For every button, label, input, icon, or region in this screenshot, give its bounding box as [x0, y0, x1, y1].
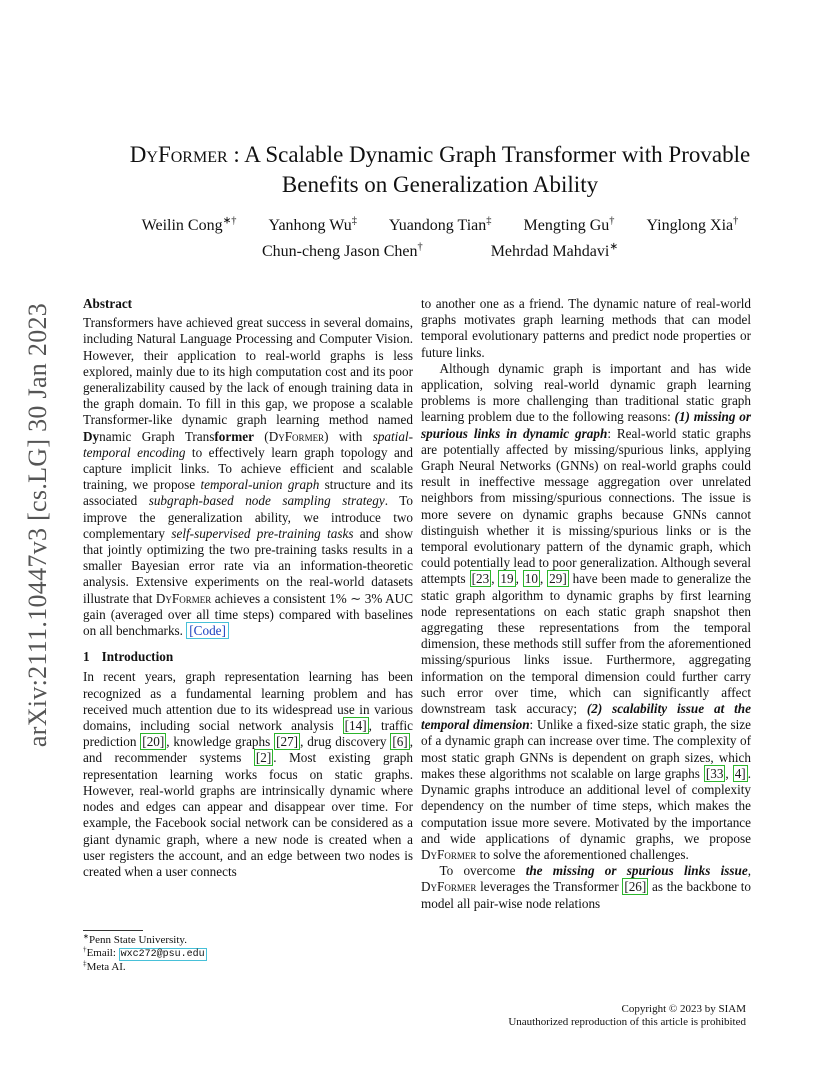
- title-line1: : A Scalable Dynamic Graph Transformer with Provable: [227, 142, 751, 167]
- author: Chun-cheng Jason Chen†: [261, 241, 423, 260]
- citation-link[interactable]: 19: [500, 571, 514, 587]
- citation-link[interactable]: [6]: [392, 734, 408, 750]
- citation-link[interactable]: 29]: [549, 571, 567, 587]
- left-column: [83, 296, 413, 880]
- arxiv-id: arXiv:2111.10447v3 [cs.LG] 30 Jan 2023: [23, 302, 52, 748]
- abstract-heading: Abstract: [83, 296, 133, 311]
- footnotes: [83, 930, 283, 974]
- abstract-body: Transformers have achieved great success in several domains, including Natural Language Processing and Computer Vision. However, their application to real-world graphs is less explored, mainly due to its high computation cost and its poor generalizability caused by the lack of enough training data in the graph domain. To fill in this gap, we propose a scalable Transformer-like dynamic graph learning method named Dynamic Graph Transformer (DyFormer) with spatial-temporal encoding to effectively learn graph topology and capture implicit links. To achieve efficient and scalable training, we propose temporal-union graph structure and its associated subgraph-based node sampling strategy. To improve the generalization ability, we introduce two complementary self-supervised pre-training tasks and show that jointly optimizing the two pre-training tasks results in a smaller Bayesian error rate via an information-theoretic analysis. Extensive experiments on the real-world datasets illustrate that DyFormer achieves a consistent 1% ∼ 3% AUC gain (averaged over all time steps) compared with baselines on all benchmarks. [Code]: [83, 315, 413, 639]
- paragraph: to another one as a friend. The dynamic nature of real-world graphs motivates graph learning methods that can model temporal evolutionary patterns and predict node properties or future links.: [421, 296, 751, 360]
- title-method-name: DyFormer: [129, 142, 228, 167]
- citation-link[interactable]: [33: [705, 765, 724, 781]
- citation-link[interactable]: [26]: [624, 879, 647, 895]
- author-row-1: [80, 213, 800, 239]
- arxiv-stamp: [18, 290, 58, 760]
- citation-link[interactable]: [2]: [255, 750, 272, 766]
- code-link[interactable]: [Code]: [186, 622, 229, 639]
- author: Weilin Cong∗†: [141, 215, 237, 234]
- author-list: [80, 213, 800, 265]
- section-heading-introduction: 1 Introduction: [83, 649, 174, 665]
- citation-link[interactable]: 10: [524, 571, 538, 587]
- citation-link[interactable]: [27]: [276, 734, 299, 750]
- footnote: †Email: wxc272@psu.edu: [83, 945, 205, 960]
- paragraph: Although dynamic graph is important and has wide application, solving real-world dynamic graph learning problems is more challenging than traditional static graph learning problem due to the following reasons: (1) missing or spurious links in dynamic graph: Real-world static graphs are potentially affected by missing/spurious links, applying Graph Neural Networks (GNNs) on real-world graphs could result in ineffective message aggregation over unrelated neighbors from missing/spurious connections. The issue is more severe on dynamic graphs because GNNs cannot distinguish whether it is missing/spurious links or is the temporal evolutionary pattern of the dynamic graph, which could potentially lead to poor generalization. Although several attempts [23 , 19 , 10 , 29] have been made to generalize the static graph algorithm to dynamic graphs by first learning node representations on each static graph snapshot then aggregating these representations from the temporal dimension, these methods still suffer from the aforementioned missing/spurious links issue. Furthermore, aggregating information on the temporal dimension could further carry such error over time, which can significantly affect downstream task accuracy; (2) scalability issue at the temporal dimension: Unlike a fixed-size static graph, the size of a dynamic graph can increase over time. The complexity of most static graph GNNs is dependent on graph sizes, which makes these algorithms not scalable on large graphs [33 , 4] . Dynamic graphs introduce an additional level of complexity dependency on the number of time steps, which makes the computation issue more severe. Motivated by the importance and wide applications of dynamic graphs, we propose DyFormer to solve the aforementioned challenges.: [421, 360, 752, 862]
- author: Mehrdad Mahdavi∗: [490, 241, 619, 260]
- right-column: [421, 296, 751, 912]
- author: Mengting Gu†: [523, 215, 615, 234]
- paper-title: [80, 140, 800, 200]
- footnote: ‡Meta AI.: [83, 959, 126, 973]
- citation-link[interactable]: [14]: [344, 718, 367, 734]
- footnote-rule: [83, 930, 143, 931]
- author: Yuandong Tian‡: [388, 215, 492, 234]
- author: Yanhong Wu‡: [268, 215, 357, 234]
- paragraph: To overcome the missing or spurious links issue, DyFormer leverages the Transformer [26] as the backbone to model all pair-wise node relations: [421, 863, 751, 911]
- author: Yinglong Xia†: [646, 215, 739, 234]
- copyright-notice: Copyright © 2023 by SIAM Unauthorized reproduction of this article is prohibited: [508, 1003, 746, 1028]
- citation-link[interactable]: [23: [471, 571, 490, 587]
- footnote: ∗Penn State University.: [83, 932, 187, 946]
- title-line2: Benefits on Generalization Ability: [281, 172, 599, 197]
- introduction-body: In recent years, graph representation learning has been recognized as a fundamental learning problem and has received much attention due to its widespread use in various domains, including social network analysis [14] , traffic prediction [20] , knowledge graphs [27] , drug discovery [6] , and recommender systems [2] . Most existing graph representation learning works focus on static graphs. However, real-world graphs are intrinsically dynamic where nodes and edges can appear and disappear over time. For example, the Facebook social network can be considered as a giant dynamic graph, where a new node is created when a user registers the account, and an edge between two nodes is created when a user connects: [83, 669, 413, 879]
- citation-link[interactable]: [20]: [142, 734, 165, 750]
- citation-link[interactable]: 4]: [734, 765, 746, 781]
- author-row-2: [80, 239, 800, 265]
- email-link[interactable]: wxc272@psu.edu: [120, 949, 205, 960]
